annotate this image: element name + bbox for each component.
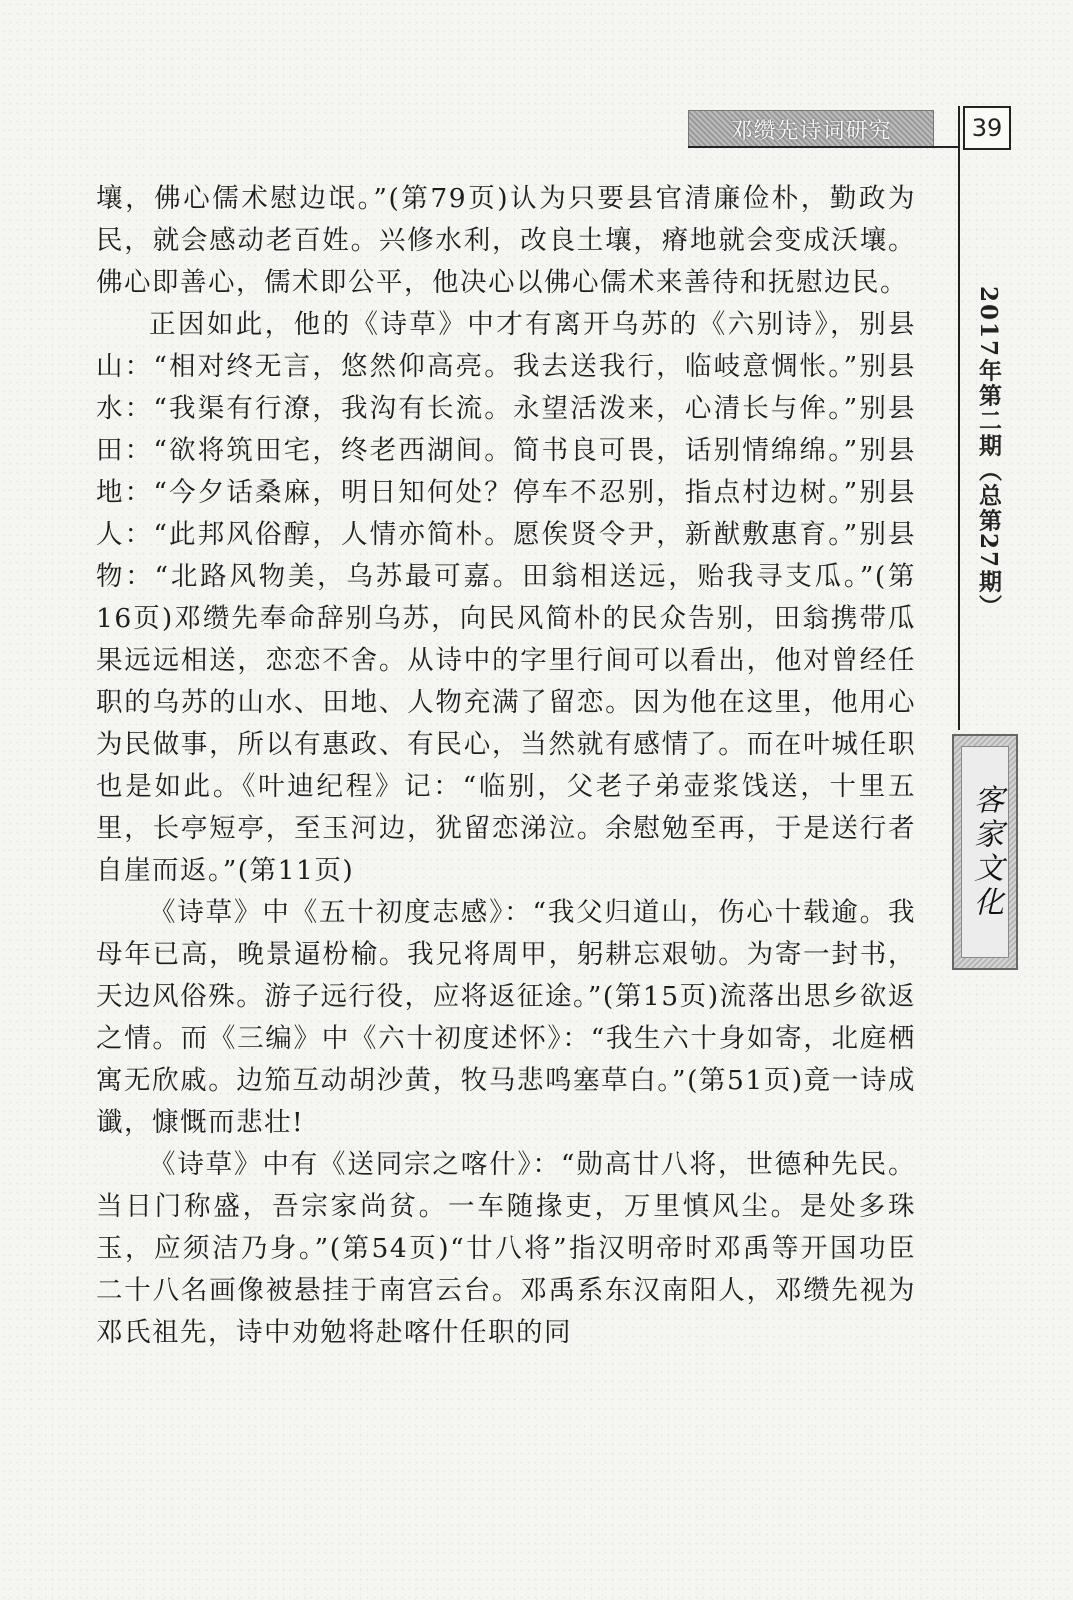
issue-label: 2017年第二期（总第27期） (975, 286, 1002, 620)
paragraph-3: 《诗草》中《五十初度志感》：“我父归道山，伤心十载逾。我母年已高，晚景逼枌榆。我兄将周甲，躬耕忘艰劬。为寄一封书，天边风俗殊。游子远行役，应将返征途。”(第15页)流落出思乡欲返之情。而《三编》中《六十初度述怀》：“我生六十身如寄，北庭栖寓无欣戚。边笳互动胡沙黄，牧马悲鸣塞草白。”(第51页)竟一诗成谶，慷慨而悲壮! (96, 897, 916, 1138)
hakka-culture-emblem (952, 734, 1018, 970)
paragraph-2: 正因如此，他的《诗草》中才有离开乌苏的《六别诗》，别县山：“相对终无言，悠然仰高亮。我去送我行，临岐意惆怅。”别县水：“我渠有行潦，我沟有长流。永望活泼来，心清长与侔。”别县田：“欲将筑田宅，终老西湖间。简书良可畏，话别情绵绵。”别县地：“今夕话桑麻，明日知何处？停车不忍别，指点村边树。”别县人：“此邦风俗醇，人情亦简朴。愿俟贤令尹，新猷敷惠育。”别县物：“北路风物美，乌苏最可嘉。田翁相送远，贻我寻支瓜。”(第16页)邓缵先奉命辞别乌苏，向民风简朴的民众告别，田翁携带瓜果远远相送，恋恋不舍。从诗中的字里行间可以看出，他对曾经任职的乌苏的山水、田地、人物充满了留恋。因为他在这里，他用心为民做事，所以有惠政、有民心，当然就有感情了。而在叶城任职也是如此。《叶迪纪程》记：“临别，父老子弟壶浆饯送，十里五里，长亭短亭，至玉河边，犹留恋涕泣。余慰勉至再，于是送行者自崖而返。”(第11页) (96, 309, 916, 886)
margin-divider (958, 106, 960, 730)
article-body (96, 178, 916, 1354)
paragraph-1: 壤，佛心儒术慰边氓。”(第79页)认为只要县官清廉俭朴，勤政为民，就会感动老百姓。兴修水利，改良土壤，瘠地就会变成沃壤。佛心即善心，儒术即公平，他决心以佛心儒术来善待和抚慰边民。 (96, 183, 916, 298)
page-number: 39 (971, 114, 1003, 142)
paragraph-4: 《诗草》中有《送同宗之喀什》：“勋高廿八将，世德种先民。当日门称盛，吾宗家尚贫。一车随掾吏，万里慎风尘。是处多珠玉，应须洁乃身。”(第54页)“廿八将”指汉明帝时邓禹等开国功臣二十八名画像被悬挂于南宫云台。邓禹系东汉南阳人，邓缵先视为邓氏祖先，诗中劝勉将赴喀什任职的同 (96, 1149, 916, 1348)
header-rule (688, 146, 960, 148)
journal-title-banner (688, 110, 934, 148)
journal-title: 邓缵先诗词研究 (730, 118, 892, 144)
page-number-box (963, 106, 1011, 150)
emblem-text: 客家文化 (961, 746, 1009, 958)
